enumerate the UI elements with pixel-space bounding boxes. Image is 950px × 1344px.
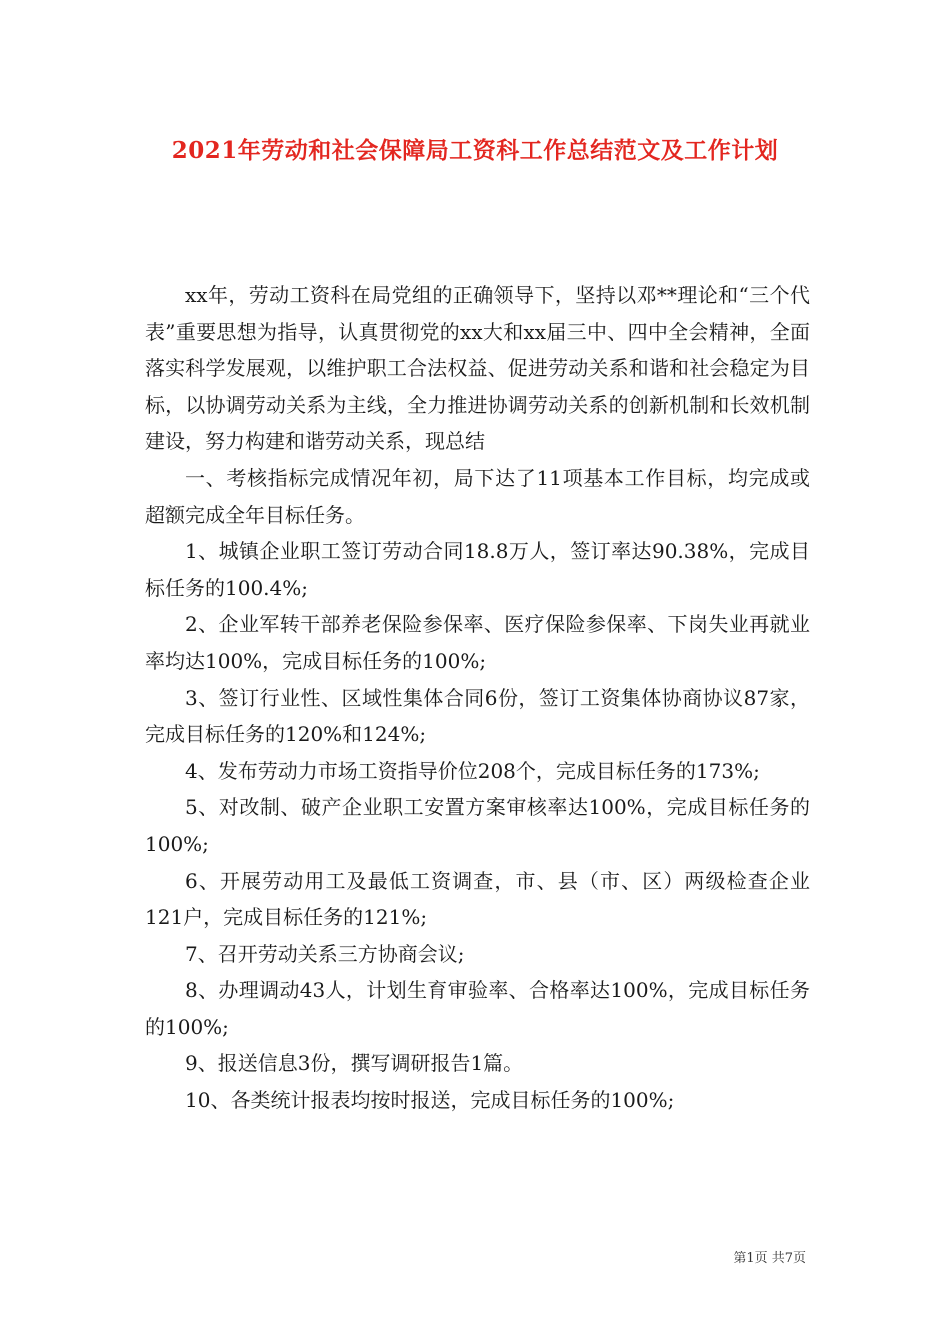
paragraph-item-1: 1、城镇企业职工签订劳动合同18.8万人，签订率达90.38%，完成目标任务的100.4%; xyxy=(145,539,810,600)
paragraph-item-6: 6、开展劳动用工及最低工资调查，市、县（市、区）两级检查企业121户，完成目标任务的121%; xyxy=(145,868,810,930)
paragraph-item-8: 8、办理调动43人，计划生育审验率、合格率达100%，完成目标任务的100%; xyxy=(145,978,810,1039)
paragraph-item-10: 10、各类统计报表均按时报送，完成目标任务的100%; xyxy=(185,1088,675,1113)
paragraph-item-7: 7、召开劳动关系三方协商会议; xyxy=(185,941,465,966)
paragraph-intro: xx年，劳动工资科在局党组的正确领导下，坚持以邓**理论和“三个代表”重要思想为指导，认真贯彻党的xx大和xx届三中、四中全会精神，全面落实科学发展观，以维护职工合法权益、促进劳动关系和谐和社会稳定为目标，以协调劳动关系为主线，全力推进协调劳动关系的创新机制和长效机制建设，努力构建和谐劳动关系，现总结 xyxy=(145,283,810,454)
page-number: 第1页 共7页 xyxy=(733,1251,806,1266)
paragraph-item-3: 3、签订行业性、区域性集体合同6份，签订工资集体协商协议87家，完成目标任务的120%和124%; xyxy=(145,685,810,747)
paragraph-item-4: 4、发布劳动力市场工资指导价位208个，完成目标任务的173%; xyxy=(185,758,760,783)
paragraph-section-1: 一、考核指标完成情况年初，局下达了11项基本工作目标，均完成或超额完成全年目标任务。 xyxy=(145,465,810,527)
paragraph-item-2: 2、企业军转干部养老保险参保率、医疗保险参保率、下岗失业再就业率均达100%，完成目标任务的100%; xyxy=(145,612,810,673)
document-title: 2021年劳动和社会保障局工资科工作总结范文及工作计划 xyxy=(171,137,779,164)
paragraph-item-5: 5、对改制、破产企业职工安置方案审核率达100%，完成目标任务的100%; xyxy=(145,795,810,856)
paragraph-item-9: 9、报送信息3份，撰写调研报告1篇。 xyxy=(185,1051,524,1076)
document-body xyxy=(145,277,810,1119)
